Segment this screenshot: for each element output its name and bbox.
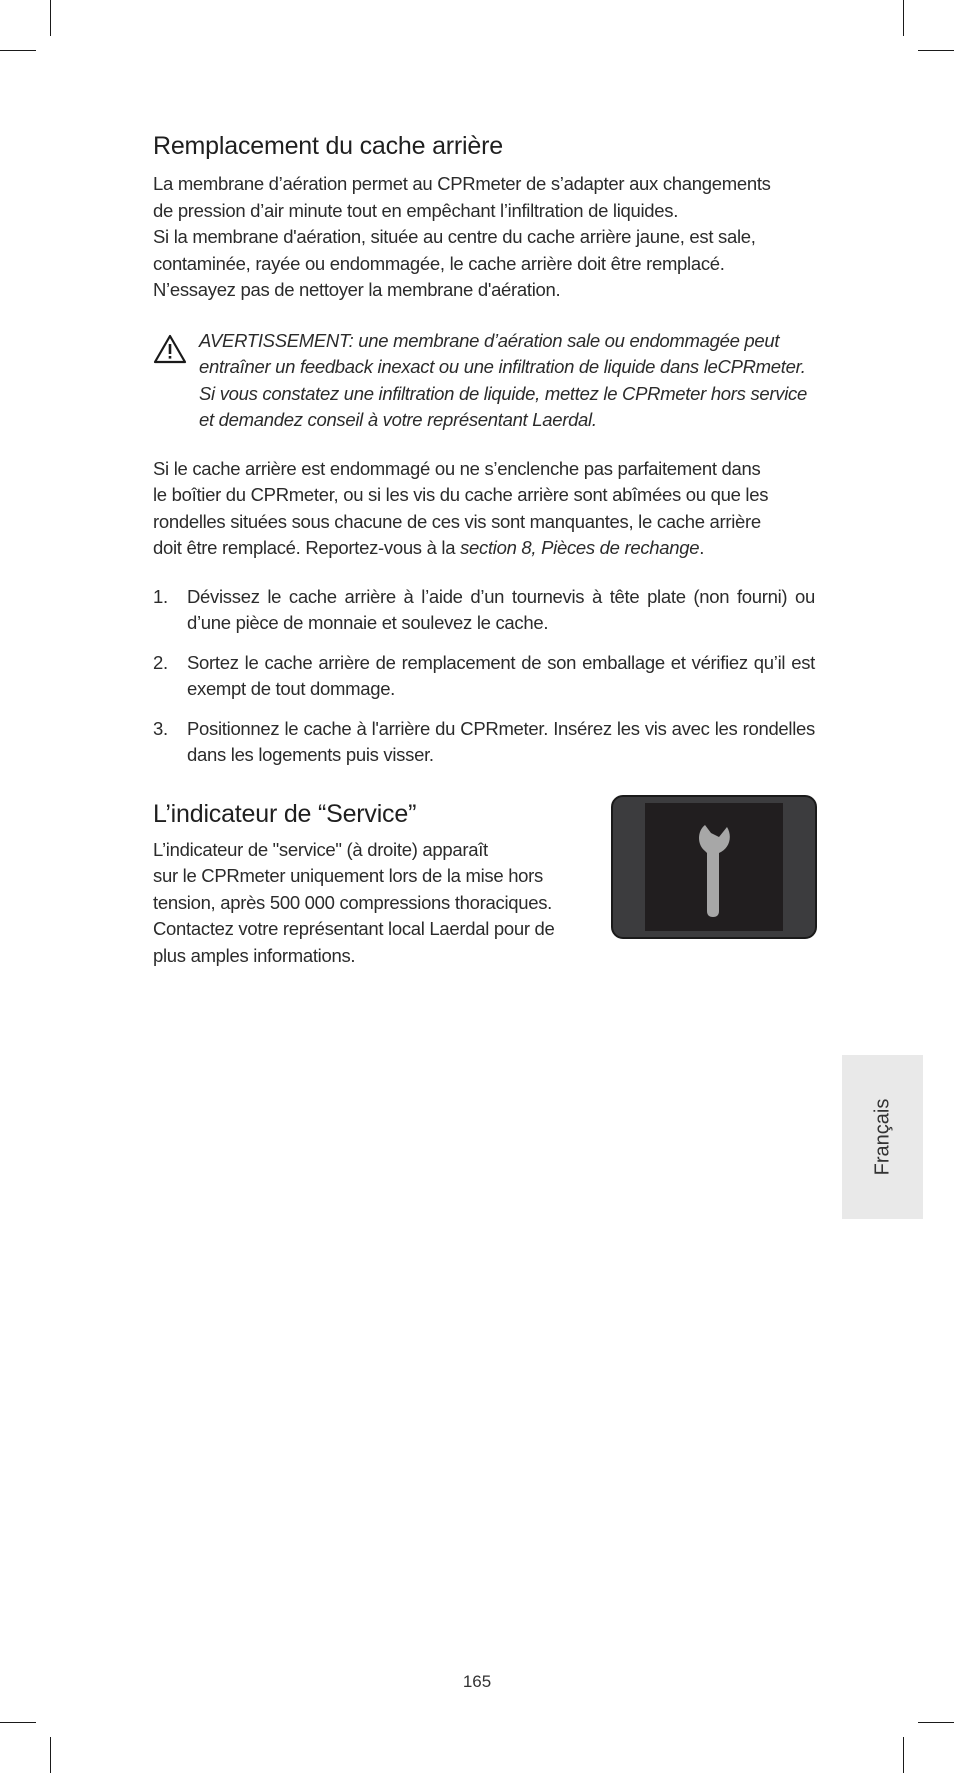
crop-mark (50, 1737, 51, 1773)
crop-mark (903, 0, 904, 36)
service-indicator-display (611, 795, 817, 939)
warning-text: AVERTISSEMENT: une membrane d’aération sale ou endommagée peut entraîner un feedback inexact ou une infiltration de liquide dans leCPRmeter. Si vous constatez une infiltration de liquide, mettez le CPRmeter hors service et demandez conseil à votre représentant Laerdal. (199, 329, 807, 430)
crop-mark (903, 1737, 904, 1773)
crop-mark (918, 50, 954, 51)
language-label: Français (871, 1098, 893, 1176)
device-screen (645, 803, 783, 931)
spare-parts-reference: section 8, Pièces de rechange (460, 537, 700, 558)
service-paragraph: L’indicateur de "service" (à droite) apparaît sur le CPRmeter uniquement lors de la mise hors tension, après 500 000 compressions thoraciques. Contactez votre représentant local Laerdal pour de plus amples informations. (153, 838, 555, 966)
section-title-service: L’indicateur de “Service” (153, 799, 417, 828)
warning-block (153, 328, 815, 434)
language-tab (842, 1055, 923, 1219)
list-item: 3. Positionnez le cache à l'arrière du CPRmeter. Insérez les vis avec les rondelles dans les logements puis visser. (153, 717, 815, 765)
intro-paragraph: La membrane d’aération permet au CPRmeter de s’adapter aux changements de pression d’air minute tout en empêchant l’infiltration de liquides. Si la membrane d'aération, située au centre du cache arrière jaune, est sale, contaminée, rayée ou endommagée, le cache arrière doit être remplacé. N’essayez pas de nettoyer la membrane d'aération. (153, 173, 771, 300)
damage-paragraph: Si le cache arrière est endommagé ou ne s’enclenche pas parfaitement dans le boîtier du CPRmeter, ou si les vis du cache arrière sont abîmées ou que les rondelles situées sous chacune de ces vis sont manquantes, le cache arrière doit être remplacé. Reportez-vous à la section 8, Pièces de rechange. (153, 457, 769, 558)
list-item: 1. Dévissez le cache arrière à l’aide d’un tournevis à tête plate (non fourni) ou d’une pièce de monnaie et soulevez le cache. (153, 585, 815, 633)
crop-mark (0, 1722, 36, 1723)
section-title-back-cover: Remplacement du cache arrière (153, 132, 503, 160)
warning-triangle-icon (153, 334, 187, 364)
page-content (153, 132, 815, 969)
wrench-icon (645, 803, 783, 931)
page-number: 165 (462, 1672, 492, 1691)
list-item: 2. Sortez le cache arrière de remplacement de son emballage et vérifiez qu’il est exempt de tout dommage. (153, 651, 815, 699)
crop-mark (0, 50, 36, 51)
crop-mark (50, 0, 51, 36)
crop-mark (918, 1722, 954, 1723)
service-section (153, 800, 815, 970)
replacement-steps (153, 584, 815, 769)
